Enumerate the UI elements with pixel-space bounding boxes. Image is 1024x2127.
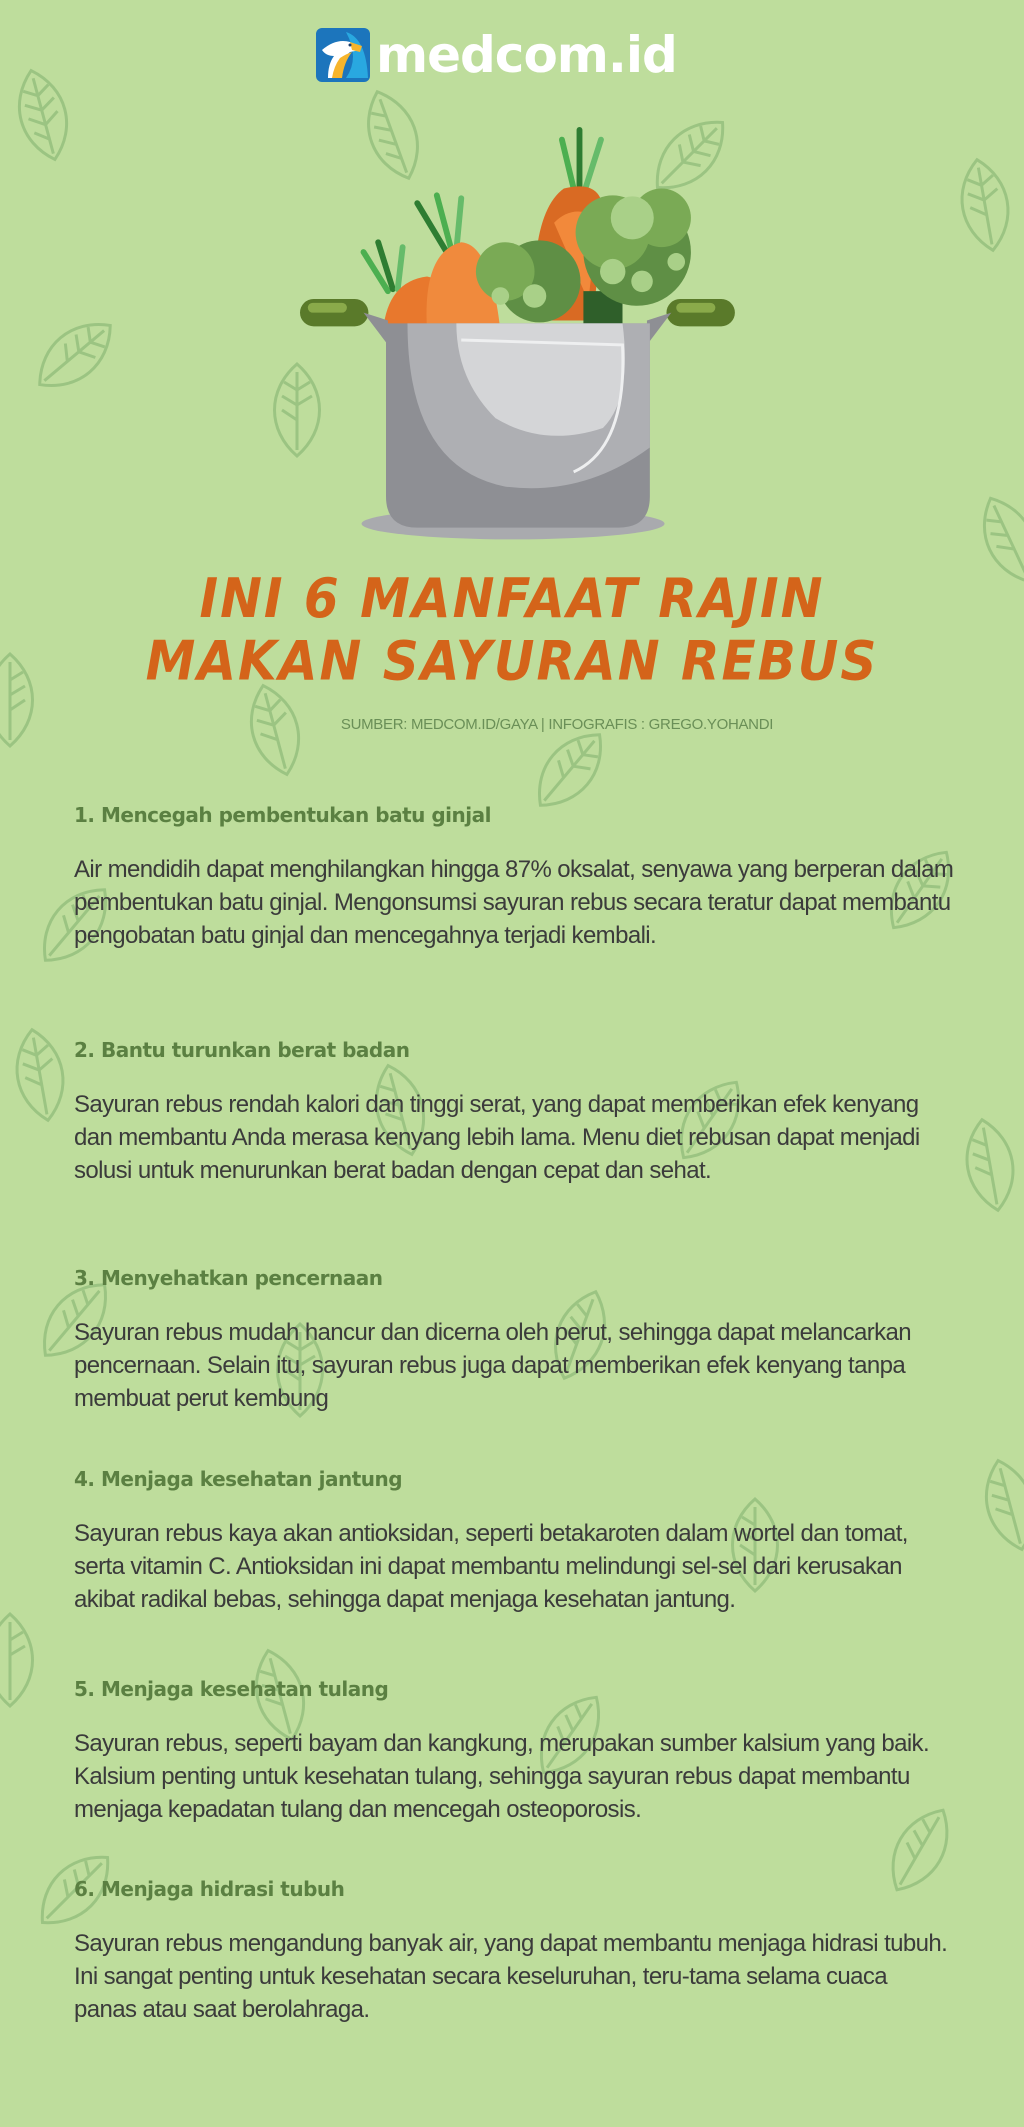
benefit-body: Sayuran rebus rendah kalori dan tinggi serat, yang dapat memberikan efek kenyang dan membantu Anda merasa kenyang lebih lama. Menu diet rebusan dapat menjadi solusi untuk menurunkan berat badan dengan cepat dan sehat. [74,1091,920,1184]
leaf-icon [0,58,90,173]
benefit-body: Sayuran rebus, seperti bayam dan kangkung, merupakan sumber kalsium yang baik. Kalsium penting untuk kesehatan tulang, sehingga sayuran rebus dapat membantu menjaga kepadatan tulang dan mencegah osteoporosis. [74,1730,930,1823]
pot-with-vegetables-illustration [290,125,740,555]
leaf-icon [0,1610,45,1710]
leaf-icon [14,296,136,414]
benefit-item [74,1038,954,1187]
leaf-icon [947,1110,1024,1221]
benefit-heading: 1. Mencegah pembentukan batu ginjal [74,803,491,827]
leaf-icon [0,1020,83,1131]
benefit-body: Sayuran rebus mengandung banyak air, yang dapat membantu menjaga hidrasi tubuh. Ini sangat penting untuk kesehatan secara keseluruhan, teru-tama selama cuaca panas atau saat berolahraga. [74,1930,948,2023]
benefit-body: Air mendidih dapat menghilangkan hingga 87% oksalat, senyawa yang berperan dalam pembentukan batu ginjal. Mengonsumsi sayuran rebus secara teratur dapat membantu pengobatan batu ginjal dan mencegahnya terjadi kembali. [74,856,954,949]
benefit-body: Sayuran rebus kaya akan antioksidan, seperti betakaroten dalam wortel dan tomat, serta vitamin C. Antioksidan ini dapat membantu melindungi sel-sel dari kerusakan akibat radikal bebas, sehingga dapat menjaga kesehatan jantung. [74,1520,908,1613]
eagle-logo-icon [316,28,370,82]
source-credit: SUMBER: MEDCOM.ID/GAYA | INFOGRAFIS : GREGO.YOHANDI [340,716,774,733]
benefit-item [74,1877,954,2026]
leaf-icon [963,1448,1024,1563]
brand-name: medcom.id [376,26,677,84]
benefit-heading: 2. Bantu turunkan berat badan [74,1038,410,1062]
benefit-body: Sayuran rebus mudah hancur dan dicerna oleh perut, sehingga dapat melancarkan pencernaan. Selain itu, sayuran rebus juga dapat memberikan efek kenyang tanpa membuat perut kembung [74,1319,912,1412]
leaf-icon [942,150,1024,261]
title-line-2: MAKAN SAYURAN REBUS [145,630,879,693]
title-line-1: INI 6 MANFAAT RAJIN [199,567,825,630]
benefit-heading: 4. Menjaga kesehatan jantung [74,1467,403,1491]
brand-logo [316,28,677,82]
page-title [0,567,1024,692]
benefit-heading: 6. Menjaga hidrasi tubuh [74,1877,345,1901]
benefit-heading: 3. Menyehatkan pencernaan [74,1266,383,1290]
benefit-heading: 5. Menjaga kesehatan tulang [74,1677,389,1701]
benefit-item [74,803,954,952]
benefit-item [74,1266,954,1415]
benefit-item [74,1467,954,1616]
benefit-item [74,1677,954,1826]
